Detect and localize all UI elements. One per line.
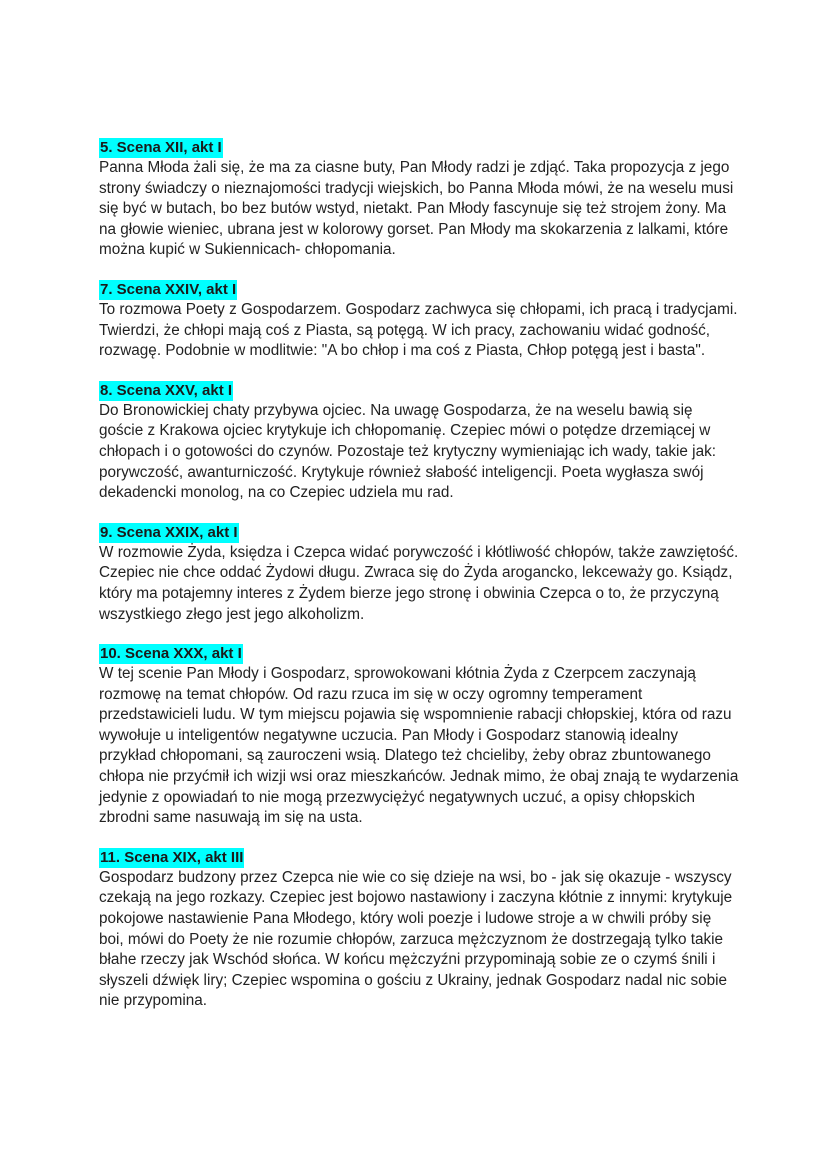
scene-section-8 bbox=[99, 381, 739, 504]
document-page bbox=[99, 138, 739, 1031]
section-body: Panna Młoda żali się, że ma za ciasne buty, Pan Młody radzi je zdjąć. Taka propozycja z jego strony świadczy o nieznajomości tradycji wiejskich, bo Panna Młoda mówi, że na weselu musi się być w butach, bo bez butów wstyd, nietakt. Pan Młody fascynuje się też strojem żony. Ma na głowie wieniec, ubrana jest w kolorowy gorset. Pan Młody ma skokarzenia z lalkami, które można kupić w Sukiennicach- chłopomania. bbox=[99, 159, 734, 259]
section-body: Gospodarz budzony przez Czepca nie wie co się dzieje na wsi, bo - jak się okazuje - wszyscy czekają na jego rozkazy. Czepiec jest bojowo nastawiony i zaczyna kłótnie z innymi: krytykuje pokojowe nastawienie Pana Młodego, który woli poezje i ludowe stroje a w chwili próby się boi, mówi do Poety że nie rozumie chłopów, zarzuca mężczyznom że dostrzegają tylko takie błahe rzeczy jak Wschód słońca. W końcu mężczyźni przypominają sobie ze o czymś śnili i słyszeli dźwięk liry; Czepiec wspomina o gościu z Ukrainy, jednak Gospodarz nadal nic sobie nie przypomina. bbox=[99, 868, 733, 1010]
section-heading: 5. Scena XII, akt I bbox=[100, 139, 222, 156]
section-heading: 8. Scena XXV, akt I bbox=[100, 381, 233, 399]
section-heading: 7. Scena XXIV, akt I bbox=[100, 280, 237, 298]
section-body: W tej scenie Pan Młody i Gospodarz, sprowokowani kłótnia Żyda z Czerpcem zaczynają rozmowę na temat chłopów. Od razu rzuca im się w oczy ogromny temperament przedstawicieli ludu. W tym miejscu pojawia się wspomnienie rabacji chłopskiej, która od razu wywołuje u inteligentów negatywne uczucia. Pan Młody i Gospodarz stanowią idealny przykład chłopomani, są zauroczeni wsią. Dlatego też chcieliby, żeby obraz zbuntowanego chłopa nie przyćmił ich wizji wsi oraz mieszkańców. Jednak mimo, że obaj znają te wydarzenia jedynie z opowiadań to nie mogą przezwyciężyć negatywnych uczuć, a opisy chłopskich zbrodni same nasuwają im się na usta. bbox=[99, 665, 739, 827]
scene-section-7 bbox=[99, 280, 739, 362]
scene-section-9 bbox=[99, 523, 739, 625]
scene-section-11 bbox=[99, 848, 739, 1012]
section-heading: 11. Scena XIX, akt III bbox=[100, 848, 244, 866]
section-body: To rozmowa Poety z Gospodarzem. Gospodarz zachwyca się chłopami, ich pracą i tradycjami. Twierdzi, że chłopi mają coś z Piasta, są potęgą. W ich pracy, zachowaniu widać godność, rozwagę. Podobnie w modlitwie: "A bo chłop i ma coś z Piasta, Chłop potęgą jest i basta". bbox=[99, 300, 738, 360]
section-body: Do Bronowickiej chaty przybywa ojciec. Na uwagę Gospodarza, że na weselu bawią się goście z Krakowa ojciec krytykuje ich chłopomanię. Czepiec mówi o potędze drzemiącej w chłopach i o gotowości do czynów. Pozostaje też krytyczny wymieniając ich wady, takie jak: porywczość, awanturniczość. Krytykuje również słabość inteligencji. Poeta wygłasza swój dekadencki monolog, na co Czepiec udziela mu rad. bbox=[99, 401, 716, 502]
section-heading: 9. Scena XXIX, akt I bbox=[100, 523, 238, 541]
section-heading: 10. Scena XXX, akt I bbox=[100, 645, 242, 663]
section-body: W rozmowie Żyda, księdza i Czepca widać porywczość i kłótliwość chłopów, także zawziętość. Czepiec nie chce oddać Żydowi długu. Zwraca się do Żyda arogancko, lekceważy go. Ksiądz, który ma potajemny interes z Żydem bierze jego stronę i obwinia Czepca o to, że przyczyną wszystkiego złego jest jego alkoholizm. bbox=[99, 543, 739, 623]
scene-section-5 bbox=[99, 138, 739, 261]
scene-section-10 bbox=[99, 644, 739, 829]
